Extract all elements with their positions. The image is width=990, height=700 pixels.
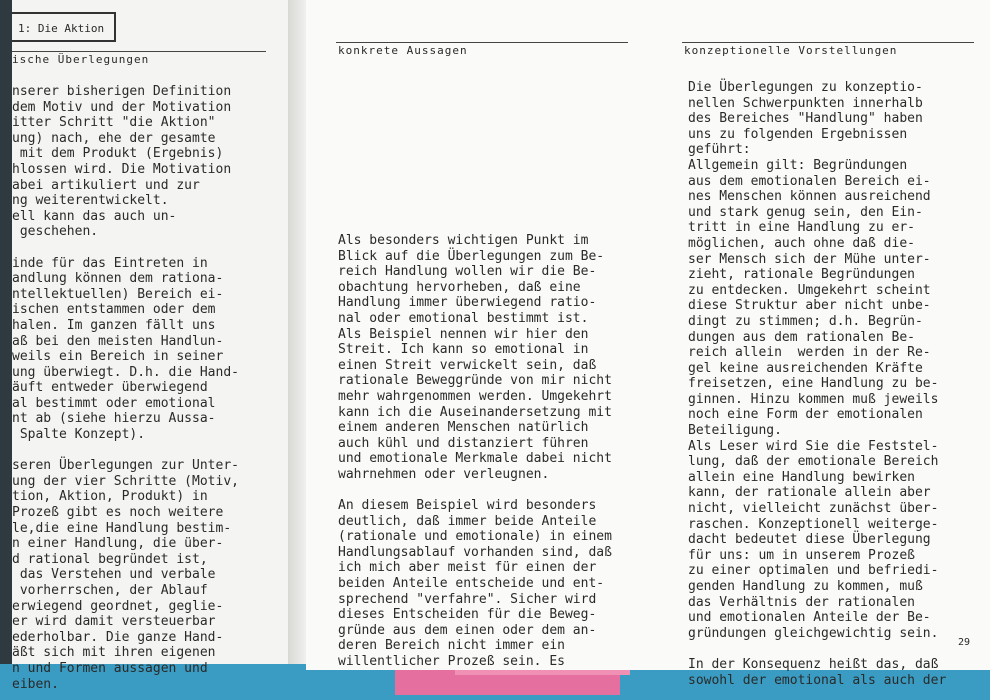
text-line: halen. Im ganzen fällt uns: [12, 317, 216, 333]
left-column-text: [12, 84, 239, 692]
text-line: inde für das Eintreten in: [12, 255, 208, 271]
text-line: geschehen.: [12, 224, 99, 240]
text-line: ginnen. Hinzu kommen muß jeweils: [688, 391, 939, 407]
text-line: reich Handlung wollen wir die Be-: [338, 264, 597, 280]
text-line: ischen entstammen oder dem: [12, 302, 216, 318]
text-line: Allgemein gilt: Begründungen: [688, 157, 908, 173]
text-line: des Bereiches "Handlung" haben: [688, 111, 923, 127]
heading-rule: [12, 51, 266, 52]
text-line: Handlungsablauf vorhanden sind, daß: [338, 544, 612, 560]
text-line: rationale Beweggründe von mir nicht: [338, 373, 612, 389]
text-line: genden Handlung zu kommen, muß: [688, 579, 923, 594]
text-line: er wird damit versteuerbar: [12, 614, 216, 630]
text-line: und emotionalen Anteile der Be-: [688, 610, 931, 626]
text-line: nt ab (siehe hierzu Aussa-: [12, 411, 216, 427]
text-line: wahrnehmen oder verleugnen.: [338, 466, 550, 482]
right-column-heading: konzeptionelle Vorstellungen: [684, 44, 898, 57]
text-line: deutlich, daß immer beide Anteile: [338, 513, 597, 529]
text-line: beiden Anteile entscheide und ent-: [338, 576, 605, 592]
text-line: einem anderen Menschen natürlich: [338, 420, 589, 436]
text-line: weils ein Bereich in seiner: [12, 349, 224, 365]
text-line: gel keine ausreichenden Kräfte: [688, 360, 923, 376]
text-line: das Verhältnis der rationalen: [688, 594, 915, 610]
text-line: andlung können dem rationa-: [12, 271, 224, 287]
middle-column-heading: konkrete Aussagen: [338, 44, 468, 57]
text-line: Blick auf die Überlegungen zum Be-: [338, 248, 605, 264]
text-line: und emotionale Merkmale dabei nicht: [338, 451, 612, 467]
text-line: ell kann das auch un-: [12, 208, 177, 224]
text-line: Als besonders wichtigen Punkt im: [338, 233, 589, 248]
text-line: tritt in eine Handlung zu er-: [688, 220, 915, 236]
text-line: sprechend "verfahre". Sicher wird: [338, 591, 597, 607]
text-line: zieht, rationale Begründungen: [688, 267, 915, 283]
left-column-heading: ische Überlegungen: [12, 53, 150, 66]
text-line: [12, 443, 239, 459]
text-line: mit dem Produkt (Ergebnis): [12, 146, 224, 162]
text-line: itter Schritt "die Aktion": [12, 115, 216, 131]
text-line: dieses Entscheiden für die Beweg-: [338, 607, 597, 623]
text-line: dingt zu stimmen; d.h. Begrün-: [688, 313, 923, 329]
text-line: hlossen wird. Die Motivation: [12, 161, 232, 177]
text-line: nicht, vielleicht zunächst über-: [688, 501, 939, 517]
right-column-text: [688, 80, 946, 688]
text-line: Beteiligung.: [688, 423, 782, 439]
text-line: [12, 240, 239, 256]
text-line: le,die eine Handlung bestim-: [12, 520, 232, 536]
text-line: das Verstehen und verbale: [12, 567, 216, 583]
text-line: nes Menschen können ausreichend: [688, 189, 931, 205]
text-line: noch eine Form der emotionalen: [688, 407, 923, 423]
text-line: tion, Aktion, Produkt) in: [12, 489, 208, 505]
text-line: aß bei den meisten Handlun-: [12, 333, 224, 349]
text-line: Handlung immer überwiegend ratio-: [338, 295, 597, 311]
text-line: und stark genug sein, den Ein-: [688, 204, 923, 220]
text-line: mehr wahrgenommen werden. Umgekehrt: [338, 388, 612, 404]
text-line: vorherrschen, der Ablauf: [12, 583, 208, 598]
text-line: möglichen, auch ohne daß die-: [688, 235, 915, 251]
text-line: nellen Schwerpunkten innerhalb: [688, 95, 923, 111]
text-line: ich mich aber meist für einen der: [338, 560, 597, 576]
left-page: [12, 0, 288, 692]
text-line: äßt sich mit ihren eigenen: [12, 645, 216, 661]
text-line: dungen aus dem rationalen Be-: [688, 329, 915, 345]
text-line: ser Mensch sich der Mühe unter-: [688, 251, 931, 267]
text-line: d rational begründet ist,: [12, 551, 208, 567]
text-line: diese Struktur aber nicht unbe-: [688, 298, 931, 314]
text-line: ntellektuellen) Bereich ei-: [12, 286, 224, 302]
text-line: obachtung hervorheben, daß eine: [338, 279, 581, 295]
text-line: aus dem emotionalen Bereich ei-: [688, 173, 931, 189]
text-line: ng weiterentwickelt.: [12, 193, 169, 209]
text-line: für uns: um in unserem Prozeß: [688, 547, 915, 563]
text-line: äuft entweder überwiegend: [12, 380, 208, 396]
text-line: ung überwiegt. D.h. die Hand-: [12, 364, 239, 380]
text-line: Als Leser wird Sie die Feststel-: [688, 438, 939, 454]
text-line: Prozeß gibt es noch weitere: [12, 505, 224, 521]
text-line: erwiegend geordnet, geglie-: [12, 598, 224, 614]
text-line: sowohl der emotional als auch der: [688, 672, 947, 688]
text-line: ung) nach, ehe der gesamte: [12, 130, 216, 146]
text-line: zu einer optimalen und befriedi-: [688, 563, 939, 579]
text-line: Als Beispiel nennen wir hier den: [338, 326, 589, 342]
text-line: lung, daß der emotionale Bereich: [688, 454, 939, 470]
text-line: freisetzen, eine Handlung zu be-: [688, 376, 939, 392]
text-line: Streit. Ich kann so emotional in: [338, 342, 589, 358]
text-line: ederholbar. Die ganze Hand-: [12, 629, 224, 645]
text-line: Spalte Konzept).: [12, 427, 146, 443]
text-line: al bestimmt oder emotional: [12, 395, 216, 411]
text-line: willentlicher Prozeß sein. Es: [338, 654, 565, 670]
text-line: An diesem Beispiel wird besonders: [338, 498, 597, 514]
text-line: geführt:: [688, 142, 751, 158]
text-line: seren Überlegungen zur Unter-: [12, 458, 239, 474]
page-number: 29: [958, 637, 971, 648]
text-line: kann, der rationale allein aber: [688, 485, 931, 501]
text-line: In der Konsequenz heißt das, daß: [688, 656, 939, 672]
text-line: dem Motiv und der Motivation: [12, 99, 232, 115]
text-line: [338, 483, 612, 499]
text-line: allein eine Handlung bewirken: [688, 469, 915, 485]
book-gutter: [288, 0, 306, 664]
text-line: n einer Handlung, die über-: [12, 536, 224, 552]
text-line: reich allein werden in der Re-: [688, 345, 931, 361]
text-line: [688, 641, 946, 657]
right-page: [306, 0, 990, 688]
middle-column-text: [338, 233, 612, 670]
text-line: zu entdecken. Umgekehrt scheint: [688, 282, 931, 298]
text-line: raschen. Konzeptionell weiterge-: [688, 516, 939, 532]
text-line: einen Streit verwickelt sein, daß: [338, 357, 597, 373]
text-line: deren Bereich nicht immer ein: [338, 638, 565, 654]
middle-heading-rule: [336, 42, 628, 43]
chapter-tab: 1: Die Aktion: [12, 12, 116, 42]
text-line: kann ich die Auseinandersetzung mit: [338, 404, 612, 420]
text-line: nserer bisherigen Definition: [12, 84, 232, 99]
text-line: ung der vier Schritte (Motiv,: [12, 473, 239, 489]
text-line: eiben.: [12, 676, 59, 692]
text-line: gründungen gleichgewichtig sein.: [688, 625, 939, 641]
text-line: dacht bedeutet diese Überlegung: [688, 532, 931, 548]
text-line: nal oder emotional bestimmt ist.: [338, 310, 589, 326]
text-line: gründe aus dem einen oder dem an-: [338, 622, 597, 638]
text-line: abei artikuliert und zur: [12, 177, 200, 193]
text-line: auch kühl und distanziert führen: [338, 435, 589, 451]
text-line: Die Überlegungen zu konzeptio-: [688, 80, 923, 95]
text-line: (rationale und emotionale) in einem: [338, 529, 612, 545]
text-line: uns zu folgenden Ergebnissen: [688, 126, 908, 142]
right-heading-rule: [682, 42, 974, 43]
text-line: n und Formen aussagen und: [12, 660, 208, 676]
